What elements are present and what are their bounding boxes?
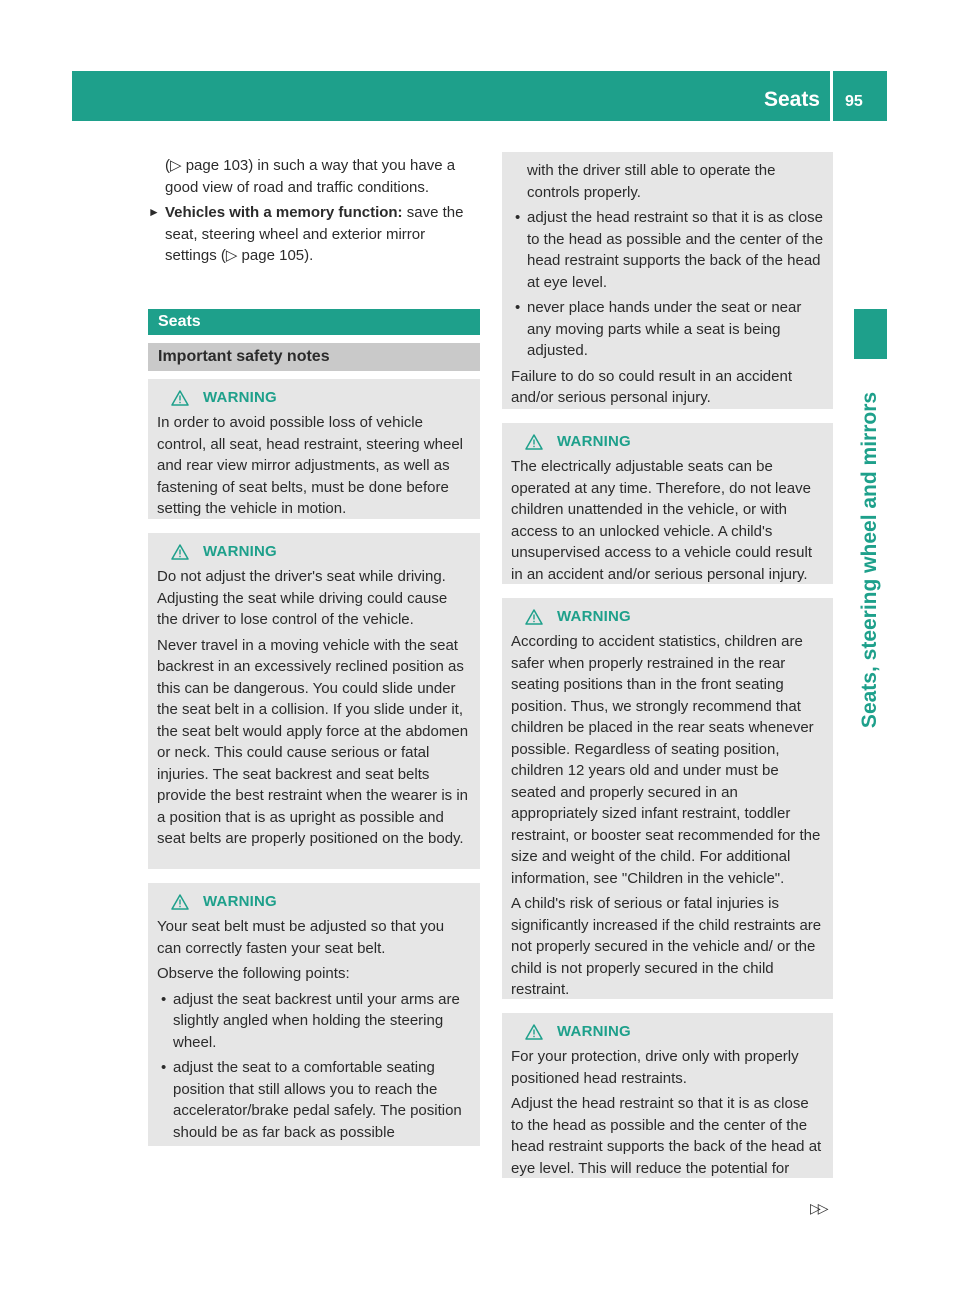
warning-text: According to accident statistics, children are safer when properly restrained in the rear seating positions than in the front seating position. Thus, we strongly recommend that children be placed in the rear seats whenever possible. Regardless of seating position, children 12 years old and under must be seated and properly secured in an appropriately sized infant restraint, toddler restraint, or booster seat recommended for the size and weight of the child. For additional information, see "Children in the vehicle". [511, 633, 821, 887]
warning-label: WARNING [203, 389, 277, 407]
bullet-item: • never place hands under the seat or near any moving parts while a seat is being adjusted. [511, 297, 825, 362]
continue-marker-icon: ▷▷ [810, 1200, 826, 1216]
warning-label: WARNING [203, 893, 277, 911]
warning-box-2 [148, 533, 480, 869]
warning-text: Never travel in a moving vehicle with the seat backrest in an excessively reclined position as this can be dangerous. You could slide under the seat belt in a collision. If you slide under it, the seat belt would apply force at the abdomen or neck. This could cause serious or fatal injuries. The seat backrest and seat belts provide the best restraint when the wearer is in a position that is as upright as possible and seat belts are properly positioned on the body. [157, 636, 469, 847]
bullet-item: • adjust the head restraint so that it is as close to the head as possible and the center of the head restraint supports the back of the head at eye level. [511, 207, 825, 293]
bullet-item: • adjust the seat to a comfortable seating position that still allows you to reach the accelerator/brake pedal safely. The position should be as far back as possible [157, 1057, 472, 1143]
warning-triangle-icon [525, 434, 543, 450]
warning-text: Do not adjust the driver's seat while driving. Adjusting the seat while driving could cause the driver to lose control of the vehicle. [157, 568, 448, 628]
step-arrow-icon: ► [148, 205, 160, 219]
warning-triangle-icon [525, 1024, 543, 1040]
warning-header [157, 387, 472, 409]
header-separator [830, 71, 833, 121]
warning-text: Failure to do so could result in an accident and/or serious personal injury. [511, 367, 792, 406]
warning-text: Observe the following points: [157, 965, 350, 982]
intro-block [148, 155, 480, 267]
warning-label: WARNING [557, 1023, 631, 1041]
bullet-item: • adjust the seat backrest until your arms are slightly angled when holding the steering wheel. [157, 989, 472, 1054]
warning-header [157, 891, 472, 913]
intro-continued-text: (▷ page 103) in such a way that you have a good view of road and traffic conditions. [165, 157, 456, 196]
step-label: Vehicles with a memory function: [165, 204, 403, 221]
warning-triangle-icon [171, 894, 189, 910]
warning-box-3 [148, 883, 480, 1146]
page-number: 95 [845, 93, 863, 110]
side-tab-marker [854, 309, 887, 359]
warning-label: WARNING [557, 608, 631, 626]
section-title: Seats [158, 313, 201, 330]
warning-text: Your seat belt must be adjusted so that you can correctly fasten your seat belt. [157, 918, 445, 957]
step-memory-function [148, 202, 480, 267]
side-tab-title: Seats, steering wheel and mirrors [858, 391, 881, 729]
step-text: save the seat, steering wheel and exterior mirror settings (▷ page 105). [165, 204, 464, 264]
header-title: Seats [763, 88, 820, 111]
warning-box-3-continued [502, 152, 833, 409]
warning-label: WARNING [203, 543, 277, 561]
warning-text: In order to avoid possible loss of vehicle control, all seat, head restraint, steering wheel and rear view mirror adjustments, as well as fastening of seat belts, must be done before setting the vehicle in motion. [157, 414, 463, 517]
warning-label: WARNING [557, 433, 631, 451]
warning-box-1 [148, 379, 480, 519]
warning-triangle-icon [171, 544, 189, 560]
warning-text: A child's risk of serious or fatal injuries is significantly increased if the child restraints are not properly secured in the vehicle and/ or the child is not properly secured in the child restraint. [511, 895, 822, 998]
subsection-title: Important safety notes [158, 348, 330, 365]
bullet-continuation: with the driver still able to operate the controls properly. [527, 162, 776, 201]
section-title-bar [148, 309, 480, 335]
warning-header [157, 541, 472, 563]
warning-text: For your protection, drive only with properly positioned head restraints. [511, 1048, 799, 1087]
subsection-title-bar [148, 343, 480, 371]
warning-triangle-icon [171, 390, 189, 406]
warning-header [511, 606, 825, 628]
warning-header [511, 1021, 825, 1043]
warning-box-4 [502, 423, 833, 584]
warning-box-6 [502, 1013, 833, 1178]
warning-text: The electrically adjustable seats can be operated at any time. Therefore, do not leave children unattended in the vehicle, or with access to an unlocked vehicle. A child's unsupervised access to a vehicle could result in an accident and/or serious personal injury. [511, 458, 812, 583]
warning-box-5 [502, 598, 833, 999]
warning-text: Adjust the head restraint so that it is as close to the head as possible and the center of the head restraint supports the back of the head at eye level. This will reduce the potential for [511, 1095, 822, 1177]
warning-triangle-icon [525, 609, 543, 625]
warning-header [511, 431, 825, 453]
